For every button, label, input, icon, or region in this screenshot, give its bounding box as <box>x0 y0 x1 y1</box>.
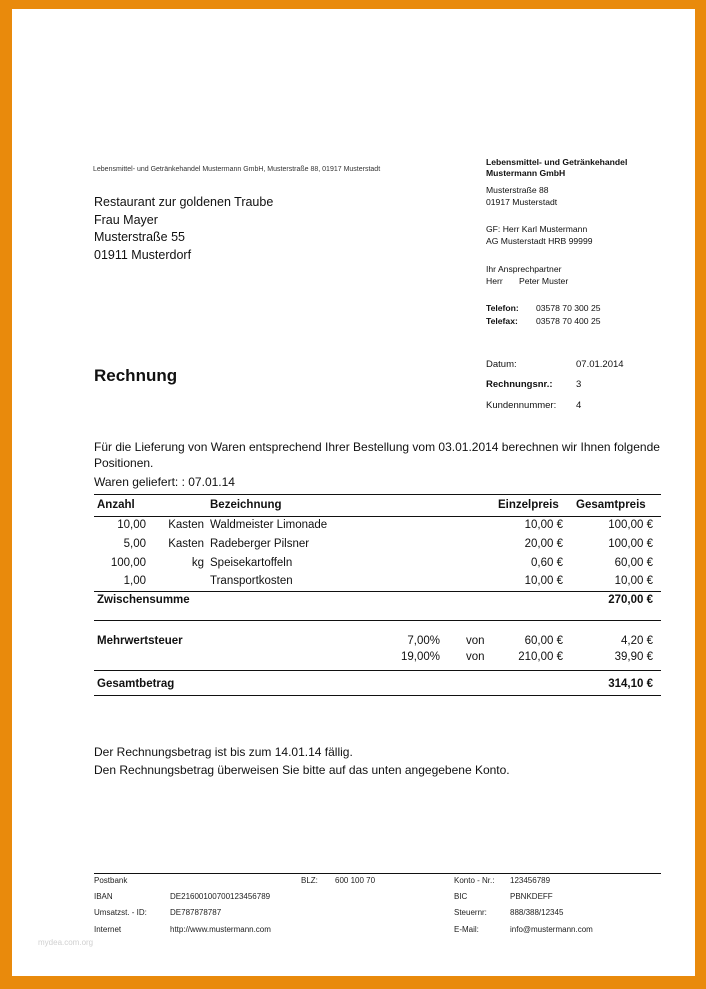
row4-qty: 1,00 <box>123 575 146 587</box>
footer-ust-label: Umsatzst. - ID: <box>94 908 147 917</box>
customer-number-label: Kundennummer: <box>486 400 557 411</box>
contact-salutation: Herr <box>486 276 503 286</box>
footer-steuer: 888/388/12345 <box>510 908 564 917</box>
row3-price: 0,60 € <box>531 557 563 569</box>
payment-due-text: Der Rechnungsbetrag ist bis zum 14.01.14 fällig. <box>94 745 353 759</box>
header-rule <box>94 516 661 517</box>
row4-total: 10,00 € <box>614 575 653 587</box>
row2-price: 20,00 € <box>524 538 563 550</box>
row1-unit-type: Kasten <box>168 519 204 531</box>
row4-desc: Transportkosten <box>210 575 293 587</box>
footer-web: http://www.mustermann.com <box>170 925 271 934</box>
intro-text: Für die Lieferung von Waren entsprechend Ihrer Bestellung vom 03.01.2014 berechnen wir Ihnen folgende Positionen. <box>94 440 660 470</box>
vat-label: Mehrwertsteuer <box>97 635 183 647</box>
recipient-line-4: 01911 Musterdorf <box>94 247 192 262</box>
company-name-1: Lebensmittel- und Getränkehandel <box>486 157 628 167</box>
footer-mail-label: E-Mail: <box>454 925 479 934</box>
company-gf: GF: Herr Karl Mustermann <box>486 224 588 234</box>
invoice-page <box>12 9 695 976</box>
footer-web-label: Internet <box>94 925 122 934</box>
customer-number-value: 4 <box>576 400 582 411</box>
fax-value: 03578 70 400 25 <box>536 316 601 326</box>
company-name-2: Mustermann GmbH <box>486 168 566 178</box>
company-ag: AG Musterstadt HRB 99999 <box>486 236 593 246</box>
footer-iban-label: IBAN <box>94 892 113 901</box>
footer-steuer-label: Steuernr: <box>454 908 487 917</box>
vat2-rate: 19,00% <box>400 651 440 663</box>
invoice-number-value: 3 <box>576 379 582 390</box>
company-city: 01917 Musterstadt <box>486 197 558 207</box>
footer-blz: 600 100 70 <box>335 876 376 885</box>
watermark: mydea.com.org <box>38 938 94 947</box>
company-street: Musterstraße 88 <box>486 185 549 195</box>
footer-blz-label: BLZ: <box>301 876 318 885</box>
row2-qty: 5,00 <box>123 538 146 550</box>
footer-rule <box>94 873 661 874</box>
row1-desc: Waldmeister Limonade <box>210 519 328 531</box>
row3-desc: Speisekartoffeln <box>210 557 293 569</box>
footer-bic-label: BIC <box>454 892 468 901</box>
phone-label: Telefon: <box>486 303 519 313</box>
row3-total: 60,00 € <box>614 557 653 569</box>
col-header-qty: Anzahl <box>97 499 135 511</box>
invoice-number-label: Rechnungsnr.: <box>486 379 553 390</box>
sender-return-line: Lebensmittel- und Getränkehandel Mustermann GmbH, Musterstraße 88, 01917 Musterstadt <box>93 166 381 173</box>
grand-total-rule <box>94 695 661 696</box>
row1-qty: 10,00 <box>117 519 146 531</box>
row2-desc: Radeberger Pilsner <box>210 538 310 550</box>
row3-qty: 100,00 <box>110 557 146 569</box>
recipient-line-1: Restaurant zur goldenen Traube <box>94 195 274 209</box>
table-top-rule <box>94 494 661 495</box>
footer-mail: info@mustermann.com <box>510 925 593 934</box>
vat2-of: von <box>466 651 485 663</box>
row2-unit-type: Kasten <box>168 538 204 550</box>
footer-bank: Postbank <box>94 876 128 885</box>
col-header-total: Gesamtpreis <box>576 499 646 511</box>
subtotal-label: Zwischensumme <box>97 594 190 606</box>
vat1-rate: 7,00% <box>407 635 440 647</box>
vat1-base: 60,00 € <box>524 635 563 647</box>
phone-value: 03578 70 300 25 <box>536 303 601 313</box>
row3-unit-type: kg <box>191 557 204 569</box>
grand-total-label: Gesamtbetrag <box>97 678 175 690</box>
row1-total: 100,00 € <box>608 519 653 531</box>
date-value: 07.01.2014 <box>576 359 624 370</box>
date-label: Datum: <box>486 359 517 370</box>
recipient-line-2: Frau Mayer <box>94 212 158 227</box>
vat1-amount: 4,20 € <box>621 635 653 647</box>
footer-ust: DE787878787 <box>170 908 222 917</box>
fax-label: Telefax: <box>486 316 518 326</box>
subtotal-value: 270,00 € <box>608 594 653 606</box>
col-header-desc: Bezeichnung <box>210 499 282 511</box>
vat2-amount: 39,90 € <box>614 651 653 663</box>
grand-total-value: 314,10 € <box>608 678 653 690</box>
row1-price: 10,00 € <box>524 519 563 531</box>
row4-price: 10,00 € <box>524 575 563 587</box>
items-rule <box>94 591 661 592</box>
vat-rule <box>94 670 661 671</box>
footer-iban: DE21600100700123456789 <box>170 892 271 901</box>
subtotal-rule <box>94 620 661 621</box>
footer-konto-label: Konto - Nr.: <box>454 876 495 885</box>
contact-name: Peter Muster <box>519 276 569 286</box>
col-header-unit-price: Einzelpreis <box>498 499 559 511</box>
vat1-of: von <box>466 635 485 647</box>
footer-konto: 123456789 <box>510 876 551 885</box>
recipient-line-3: Musterstraße 55 <box>94 230 186 244</box>
payment-account-text: Den Rechnungsbetrag überweisen Sie bitte auf das unten angegebene Konto. <box>94 763 510 777</box>
row2-total: 100,00 € <box>608 538 653 550</box>
document-title: Rechnung <box>94 366 178 385</box>
delivery-date: Waren geliefert: : 07.01.14 <box>94 475 235 489</box>
vat2-base: 210,00 € <box>518 651 563 663</box>
footer-bic: PBNKDEFF <box>510 892 553 901</box>
contact-label: Ihr Ansprechpartner <box>486 264 562 274</box>
